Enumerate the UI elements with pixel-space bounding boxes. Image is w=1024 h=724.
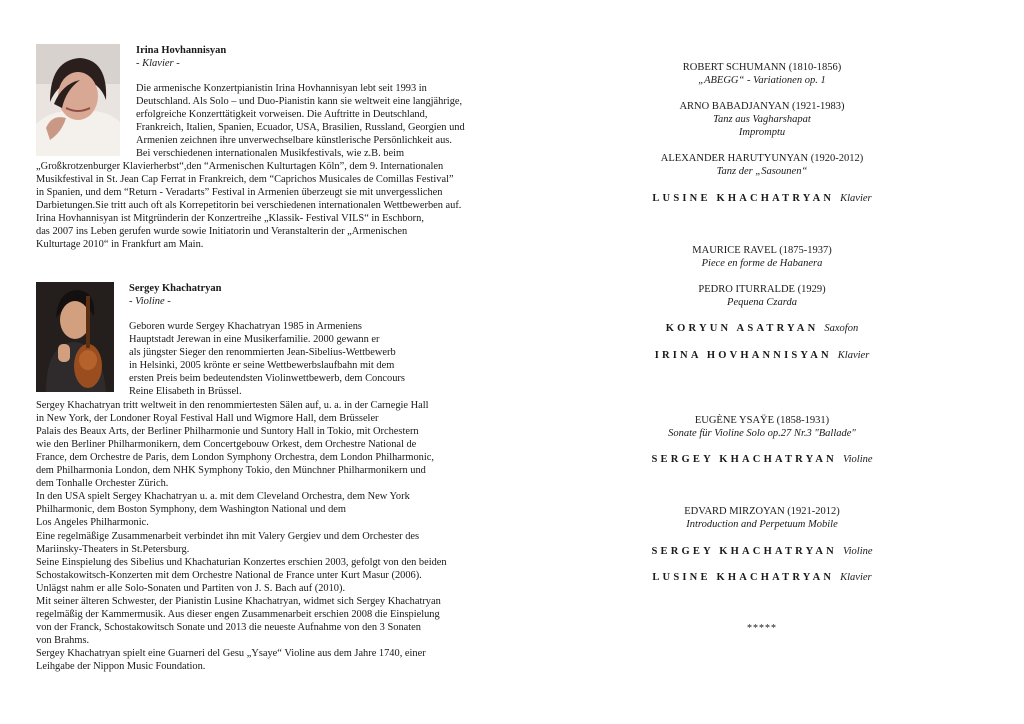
- performer-instrument: Violine: [842, 546, 873, 557]
- performer-instrument: Violine: [842, 454, 873, 465]
- program-piece: Piece en forme de Habanera: [701, 258, 823, 269]
- bio-line: Hauptstadt Jerewan in eine Musikerfamilie. 2000 gewann er: [129, 334, 380, 345]
- bio-line: in Helsinki, 2005 krönte er seine Wettbewerbslaufbahn mit dem: [129, 360, 395, 371]
- program-piece: Pequena Czarda: [727, 297, 797, 308]
- bio-line: das 2007 ins Leben gerufen wurde sowie Initiatorin und Veranstalterin der „Armenischen: [36, 226, 408, 237]
- program-piece: Tanz aus Vagharshapat: [713, 114, 811, 125]
- bio-line: Sergey Khachatryan spielt eine Guarneri del Gesu „Ysaye“ Violine aus dem Jahre 1740, einer: [36, 648, 426, 659]
- bio-instrument-irina: - Klavier -: [136, 58, 180, 69]
- program-piece: Tanz der „Sasounen“: [716, 166, 808, 177]
- bio-line: Mariinsky-Theaters in St.Petersburg.: [36, 544, 190, 555]
- performer-name: LUSINE KHACHATRYAN: [652, 193, 835, 204]
- bio-line: Sergey Khachatryan tritt weltweit in den renommiertesten Sälen auf, u. a. in der Carnegie Hall: [36, 400, 429, 411]
- program-composer: ROBERT SCHUMANN (1810-1856): [682, 62, 842, 73]
- bio-line: Die armenische Konzertpianistin Irina Hovhannisyan lebt seit 1993 in: [136, 83, 427, 94]
- bio-line: „Großkrotzenburger Klavierherbst“,den “Armenischen Kulturtagen Köln”, dem 9. Internationalen: [36, 161, 444, 172]
- bio-line: regelmäßig der Kammermusik. Aus dieser engen Zusammenarbeit erschien 2008 die Einspielung: [36, 609, 440, 620]
- program-composer: ARNO BABADJANYAN (1921-1983): [679, 101, 845, 112]
- bio-line: dem Tonhalle Orchester Zürich.: [36, 478, 169, 489]
- sergey-portrait-photo: [36, 282, 114, 392]
- program-piece: Impromptu: [738, 127, 786, 138]
- bio-line: in New York, der Londoner Royal Festival Hall und Wigmore Hall, dem Brüsseler: [36, 413, 379, 424]
- program-piece: Introduction and Perpetuum Mobile: [686, 519, 838, 530]
- irina-portrait-photo: [36, 44, 120, 156]
- bio-line: Palais des Beaux Arts, der Berliner Philharmonie und Suntory Hall in Tokio, mit Orchestern: [36, 426, 419, 437]
- bio-line: Los Angeles Philharmonic.: [36, 517, 149, 528]
- bio-line: Seine Einspielung des Sibelius und Khachaturian Konzertes erschien 2003, gefolgt von den beiden: [36, 557, 447, 568]
- bio-line: wie den Berliner Philharmonikern, dem Concertgebouw Orkest, dem Orchestre National de: [36, 439, 417, 450]
- performer-instrument: Klavier: [840, 193, 872, 204]
- bio-line: In den USA spielt Sergey Khachatryan u. a. mit dem Cleveland Orchestra, dem New York: [36, 491, 410, 502]
- bio-line: Deutschland. Als Solo – und Duo-Pianistin kann sie weltweit eine langjährige,: [136, 96, 463, 107]
- bio-line: Schostakowitsch-Konzerten mit dem Orchestre National de France unter Kurt Masur (2006).: [36, 570, 422, 581]
- program-performer: [626, 322, 898, 335]
- bio-instrument-sergey: - Violine -: [129, 296, 171, 307]
- performer-instrument: Klavier: [837, 350, 870, 361]
- bio-line: dem Philharmonia London, dem NHK Symphony Tokio, den Münchner Philharmonikern und: [36, 465, 426, 476]
- program-composer: PEDRO ITURRALDE (1929): [698, 284, 826, 295]
- bio-line: Geboren wurde Sergey Khachatryan 1985 in Armeniens: [129, 321, 362, 332]
- bio-line: Mit seiner älteren Schwester, der Pianistin Lusine Khachatryan, widmet sich Sergey Khachatryan: [36, 596, 441, 607]
- bio-line: von der Franck, Schostakowitsch Sonate und 2013 die neueste Aufnahme von den 3 Sonaten: [36, 622, 421, 633]
- bio-line: Reine Elisabeth in Brüssel.: [129, 386, 242, 397]
- bio-line: Philharmonic, dem Boston Symphony, dem Washington National und dem: [36, 504, 346, 515]
- program-performer: [626, 349, 898, 362]
- program-composer: EDVARD MIRZOYAN (1921-2012): [684, 506, 840, 517]
- bio-line: erfolgreiche Konzerttätigkeit vorweisen. Die Auftritte in Deutschland,: [136, 109, 428, 120]
- bio-line: Irina Hovhannisyan ist Mitgründerin der Konzertreihe „Klassik- Festival VILS“ in Eschborn,: [36, 213, 424, 224]
- bio-name-sergey: Sergey Khachatryan: [129, 283, 222, 294]
- bio-line: Unlägst nahm er alle Solo-Sonaten und Partiten von J. S. Bach auf (2010).: [36, 583, 346, 594]
- bio-name-irina: Irina Hovhannisyan: [136, 45, 227, 56]
- performer-instrument: Klavier: [840, 572, 872, 583]
- bio-line: ersten Preis beim bedeutendsten Violinwettbewerb, dem Concours: [129, 373, 405, 384]
- bio-line: Darbietungen.Sie tritt auch oft als Korrepetitorin bei verschiedenen internationalen Wettbewerben auf.: [36, 200, 462, 211]
- bio-line: von Brahms.: [36, 635, 90, 646]
- program-composer: MAURICE RAVEL (1875-1937): [692, 245, 832, 256]
- performer-name: IRINA HOVHANNISYAN: [654, 350, 832, 361]
- performer-name: SERGEY KHACHATRYAN: [651, 546, 837, 557]
- performer-name: LUSINE KHACHATRYAN: [652, 572, 835, 583]
- bio-line: Kulturtage 2010“ in Frankfurt am Main.: [36, 239, 204, 250]
- performer-name: SERGEY KHACHATRYAN: [651, 454, 837, 465]
- bio-line: Bei verschiedenen internationalen Musikfestivals, wie z.B. beim: [136, 148, 405, 159]
- program-composer: ALEXANDER HARUTYUNYAN (1920-2012): [660, 153, 864, 164]
- program-performer: [626, 571, 898, 584]
- bio-line: Leihgabe der Nippon Music Foundation.: [36, 661, 206, 672]
- program-performer: [626, 192, 898, 205]
- program-piece: Sonate für Violine Solo op.27 Nr.3 "Ballade": [668, 428, 856, 439]
- program-composer: EUGÈNE YSAŸE (1858-1931): [694, 415, 830, 426]
- program-performer: [626, 453, 898, 466]
- bio-line: Eine regelmäßige Zusammenarbeit verbindet ihn mit Valery Gergiev und dem Orchester des: [36, 531, 420, 542]
- bio-line: Armenien zeichnen ihre unverwechselbare künstlerische Persönlichkeit aus.: [136, 135, 452, 146]
- bio-line: Musikfestival in St. Jean Cap Ferrat in Frankreich, dem “Caprichos Musicales de Comillas Festival”: [36, 174, 454, 185]
- performer-name: KORYUN ASATRYAN: [665, 323, 819, 334]
- program-performer: [626, 545, 898, 558]
- program-end-separator: *****: [747, 623, 777, 634]
- bio-line: France, dem Orchestre de Paris, dem London Symphony Orchestra, dem London Philharmonic,: [36, 452, 434, 463]
- performer-instrument: Saxofon: [824, 323, 859, 334]
- program-piece: „ABEGG“ - Variationen op. 1: [698, 75, 826, 86]
- bio-line: in Spanien, und dem “Return - Veradarts” Festival in Armenien überzeugt sie mit unvergesslichen: [36, 187, 443, 198]
- bio-line: als jüngster Sieger den renommierten Jean-Sibelius-Wettbewerb: [129, 347, 396, 358]
- bio-line: Frankreich, Italien, Spanien, Ecuador, USA, Brasilien, Russland, Georgien und: [136, 122, 465, 133]
